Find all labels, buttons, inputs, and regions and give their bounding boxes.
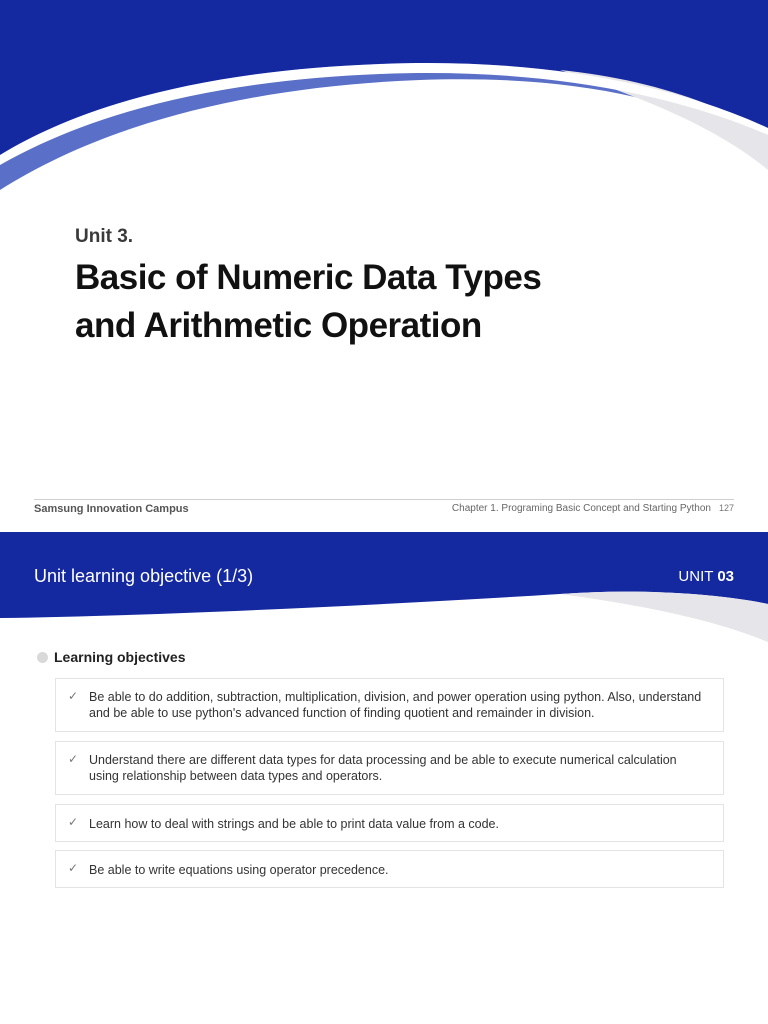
slide-title-line-2: and Arithmetic Operation xyxy=(75,306,482,345)
objective-item xyxy=(55,678,724,732)
objective-item xyxy=(55,741,724,795)
objective-text: Be able to do addition, subtraction, multiplication, division, and power operation using python. Also, understand and be able to use python's advanced function of finding quotient and remainder in division. xyxy=(89,690,702,720)
unit-label: Unit 3. xyxy=(75,226,134,247)
objective-item xyxy=(55,804,724,842)
footer-divider xyxy=(34,499,734,500)
objective-text: Be able to write equations using operator precedence. xyxy=(89,863,389,877)
objective-item xyxy=(55,850,724,888)
footer-brand: Samsung Innovation Campus xyxy=(34,503,189,515)
checkmark-icon: ✓ xyxy=(68,689,79,703)
slide-header-title: Unit learning objective (1/3) xyxy=(34,566,254,586)
objectives-slide xyxy=(0,532,768,1024)
checkmark-icon: ✓ xyxy=(68,752,79,766)
bullet-dot-icon xyxy=(37,652,48,663)
unit-prefix: UNIT xyxy=(678,568,718,585)
section-heading xyxy=(37,649,185,665)
objective-text: Learn how to deal with strings and be able to print data value from a code. xyxy=(89,817,499,831)
unit-indicator xyxy=(678,568,734,585)
checkmark-icon: ✓ xyxy=(68,815,79,829)
footer-chapter-text: Chapter 1. Programing Basic Concept and Starting Python xyxy=(451,503,711,514)
objective-text: Understand there are different data types for data processing and be able to execute numerical calculation using relationship between data types and operators. xyxy=(89,753,677,783)
unit-number: 03 xyxy=(717,568,734,585)
page-number: 127 xyxy=(718,503,734,513)
slide-title-line-1: Basic of Numeric Data Types xyxy=(75,258,542,297)
section-heading-text: Learning objectives xyxy=(54,649,186,665)
checkmark-icon: ✓ xyxy=(68,861,79,875)
footer-chapter xyxy=(452,503,734,514)
